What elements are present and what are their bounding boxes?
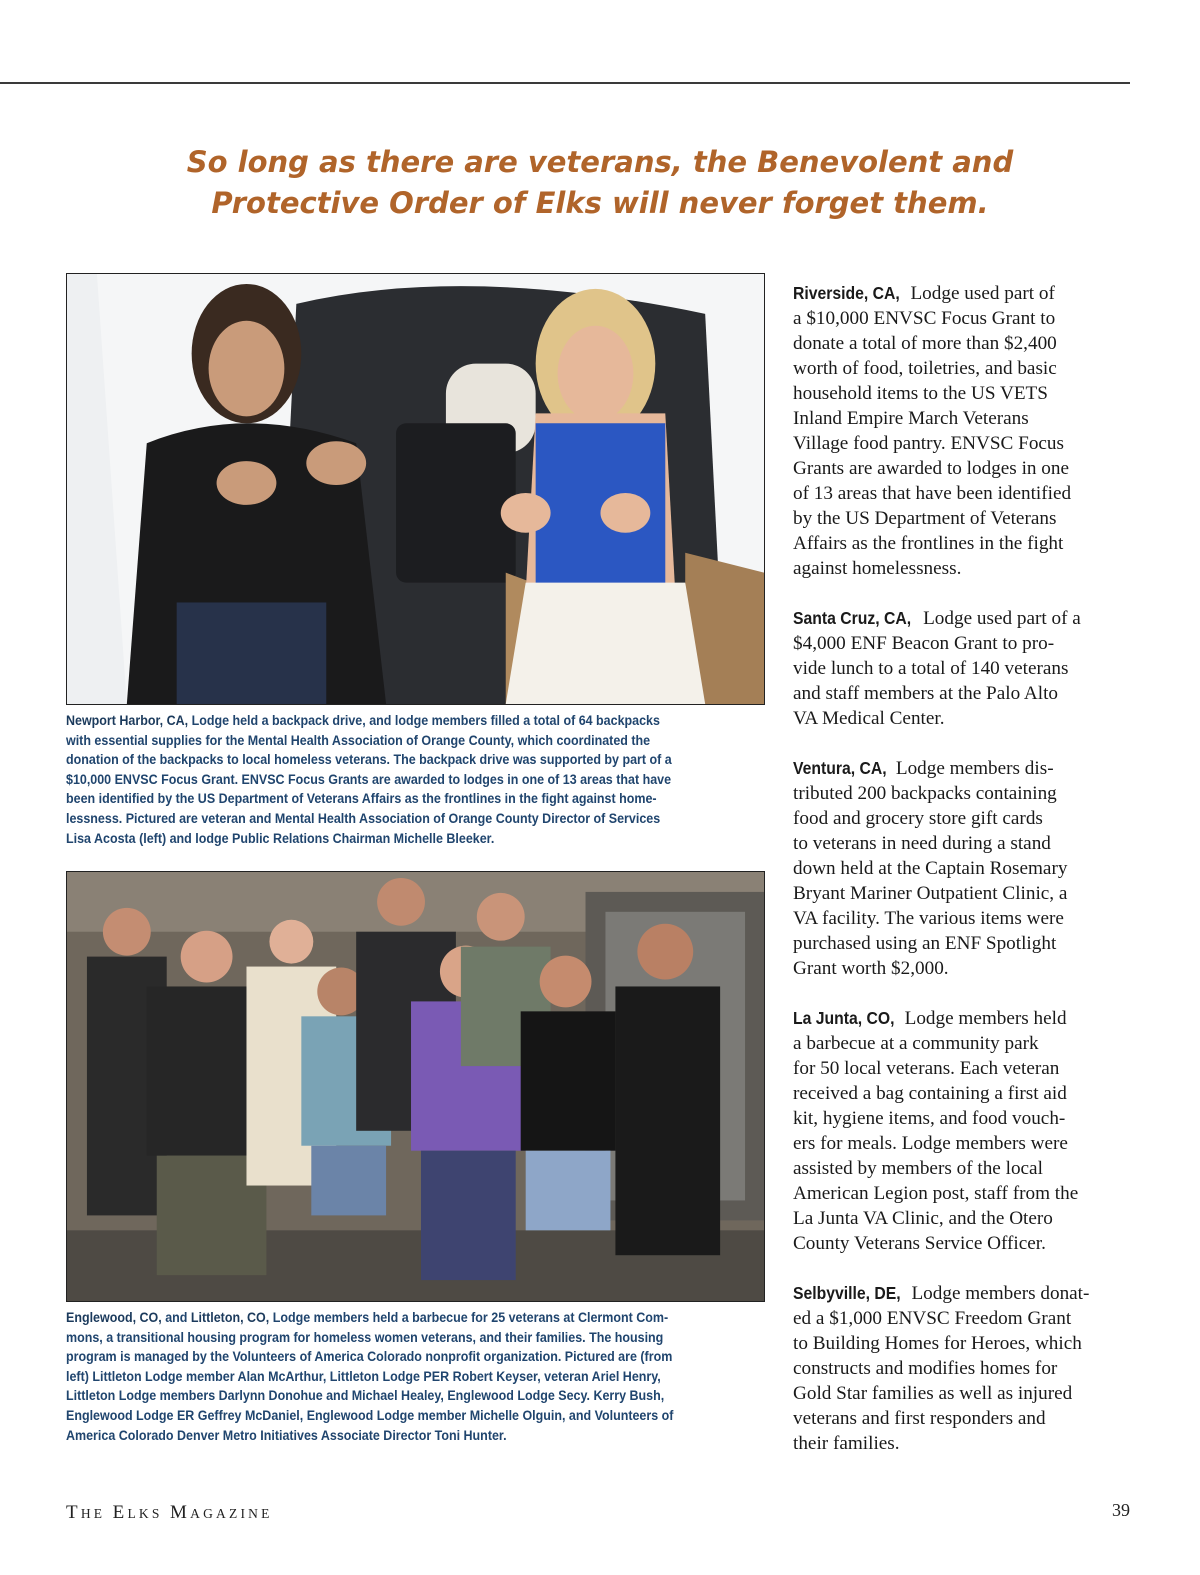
story-place: Selbyville, DE, <box>793 1283 901 1303</box>
story-line: vide lunch to a total of 140 veterans <box>793 658 1069 679</box>
story-line: VA Medical Center. <box>793 708 945 729</box>
story-line: Village food pantry. ENVSC Focus <box>793 433 1064 454</box>
story-line: Lodge members dis- <box>891 758 1054 779</box>
story-line: to Building Homes for Heroes, which <box>793 1333 1082 1354</box>
newport-harbor-caption <box>66 712 766 849</box>
story-selbyville <box>793 1281 1138 1456</box>
header-rule <box>0 82 1130 84</box>
story-line: American Legion post, staff from the <box>793 1183 1079 1204</box>
caption-line: left) Littleton Lodge member Alan McArthur, Littleton Lodge PER Robert Keyser, veteran Ariel Henry, <box>66 1368 661 1385</box>
story-line: Grants are awarded to lodges in one <box>793 458 1069 479</box>
story-line: Lodge used part of a <box>918 608 1081 629</box>
page-headline <box>100 142 1100 224</box>
story-line: Affairs as the frontlines in the fight <box>793 533 1064 554</box>
story-line: tributed 200 backpacks containing <box>793 783 1057 804</box>
story-line: by the US Department of Veterans <box>793 508 1057 529</box>
caption-line: program is managed by the Volunteers of America Colorado nonprofit organization. Pictured are (from <box>66 1349 673 1366</box>
story-place: Santa Cruz, CA, <box>793 608 912 628</box>
story-place: La Junta, CO, <box>793 1008 895 1028</box>
caption-place: Englewood, CO, <box>66 1310 162 1326</box>
caption-line: donation of the backpacks to local homeless veterans. The backpack drive was supported by part of a <box>66 752 672 769</box>
story-line: against homelessness. <box>793 558 962 579</box>
page-number: 39 <box>1112 1500 1130 1520</box>
story-line: Lodge members donat- <box>906 1283 1090 1304</box>
story-line: kit, hygiene items, and food vouch- <box>793 1108 1066 1129</box>
story-line: worth of food, toiletries, and basic <box>793 358 1057 379</box>
caption-line: mons, a transitional housing program for homeless women veterans, and their families. The housing <box>66 1329 664 1346</box>
story-line: for 50 local veterans. Each veteran <box>793 1058 1060 1079</box>
magazine-name-text: THE ELKS MAGAZINE <box>66 1502 273 1523</box>
caption-line: Lodge members held a barbecue for 25 veterans at Clermont Com- <box>269 1310 669 1326</box>
headline-line-1: So long as there are veterans, the Benevolent and <box>186 145 1014 179</box>
story-riverside <box>793 281 1138 581</box>
story-line: Grant worth $2,000. <box>793 958 949 979</box>
story-line: constructs and modifies homes for <box>793 1358 1058 1379</box>
story-line: Bryant Mariner Outpatient Clinic, a <box>793 883 1068 904</box>
story-line: their families. <box>793 1433 900 1454</box>
caption-joiner: and <box>161 1310 191 1326</box>
caption-line: Englewood Lodge ER Geffrey McDaniel, Englewood Lodge member Michelle Olguin, and Volunteers of <box>66 1407 674 1424</box>
story-line: purchased using an ENF Spotlight <box>793 933 1057 954</box>
caption-line: Lisa Acosta (left) and lodge Public Relations Chairman Michelle Bleeker. <box>66 830 495 847</box>
story-santa-cruz <box>793 606 1138 731</box>
story-line: of 13 areas that have been identified <box>793 483 1072 504</box>
magazine-name <box>66 1502 273 1524</box>
story-line: and staff members at the Palo Alto <box>793 683 1059 704</box>
caption-line: $10,000 ENVSC Focus Grant. ENVSC Focus Grants are awarded to lodges in one of 13 areas that have <box>66 771 672 788</box>
caption-place-2: Littleton, CO, <box>190 1310 270 1326</box>
englewood-littleton-photo <box>66 871 765 1302</box>
headline-line-2: Protective Order of Elks will never forget them. <box>211 186 989 220</box>
story-la-junta <box>793 1006 1138 1256</box>
story-place: Ventura, CA, <box>793 758 887 778</box>
story-line: a $10,000 ENVSC Focus Grant to <box>793 308 1056 329</box>
stories-column <box>793 281 1138 1481</box>
caption-line: lessness. Pictured are veteran and Mental Health Association of Orange County Director of Services <box>66 810 661 827</box>
caption-line: Lodge held a backpack drive, and lodge members filled a total of 64 backpacks <box>188 713 660 729</box>
story-place: Riverside, CA, <box>793 283 900 303</box>
story-line: ed a $1,000 ENVSC Freedom Grant <box>793 1308 1072 1329</box>
story-line: La Junta VA Clinic, and the Otero <box>793 1208 1053 1229</box>
story-line: VA facility. The various items were <box>793 908 1064 929</box>
story-line: Gold Star families as well as injured <box>793 1383 1073 1404</box>
story-line: household items to the US VETS <box>793 383 1048 404</box>
story-line: ers for meals. Lodge members were <box>793 1133 1068 1154</box>
newport-harbor-photo <box>66 273 765 705</box>
caption-line: America Colorado Denver Metro Initiatives Associate Director Toni Hunter. <box>66 1427 507 1444</box>
story-line: down held at the Captain Rosemary <box>793 858 1068 879</box>
story-line: donate a total of more than $2,400 <box>793 333 1057 354</box>
caption-line: Littleton Lodge members Darlynn Donohue and Michael Healey, Englewood Lodge Secy. Kerry Bush, <box>66 1388 665 1405</box>
story-line: a barbecue at a community park <box>793 1033 1039 1054</box>
story-ventura <box>793 756 1138 981</box>
story-line: Lodge used part of <box>905 283 1055 304</box>
englewood-littleton-caption <box>66 1309 766 1446</box>
story-line: veterans and first responders and <box>793 1408 1046 1429</box>
story-line: Lodge members held <box>899 1008 1067 1029</box>
story-line: to veterans in need during a stand <box>793 833 1051 854</box>
story-line: food and grocery store gift cards <box>793 808 1043 829</box>
caption-line: with essential supplies for the Mental Health Association of Orange County, which coordinated the <box>66 732 651 749</box>
story-line: County Veterans Service Officer. <box>793 1233 1046 1254</box>
caption-place: Newport Harbor, CA, <box>66 713 189 729</box>
story-line: assisted by members of the local <box>793 1158 1043 1179</box>
story-line: Inland Empire March Veterans <box>793 408 1029 429</box>
caption-line: been identified by the US Department of Veterans Affairs as the frontlines in the fight against home- <box>66 791 657 808</box>
story-line: received a bag containing a first aid <box>793 1083 1067 1104</box>
story-line: $4,000 ENF Beacon Grant to pro- <box>793 633 1055 654</box>
